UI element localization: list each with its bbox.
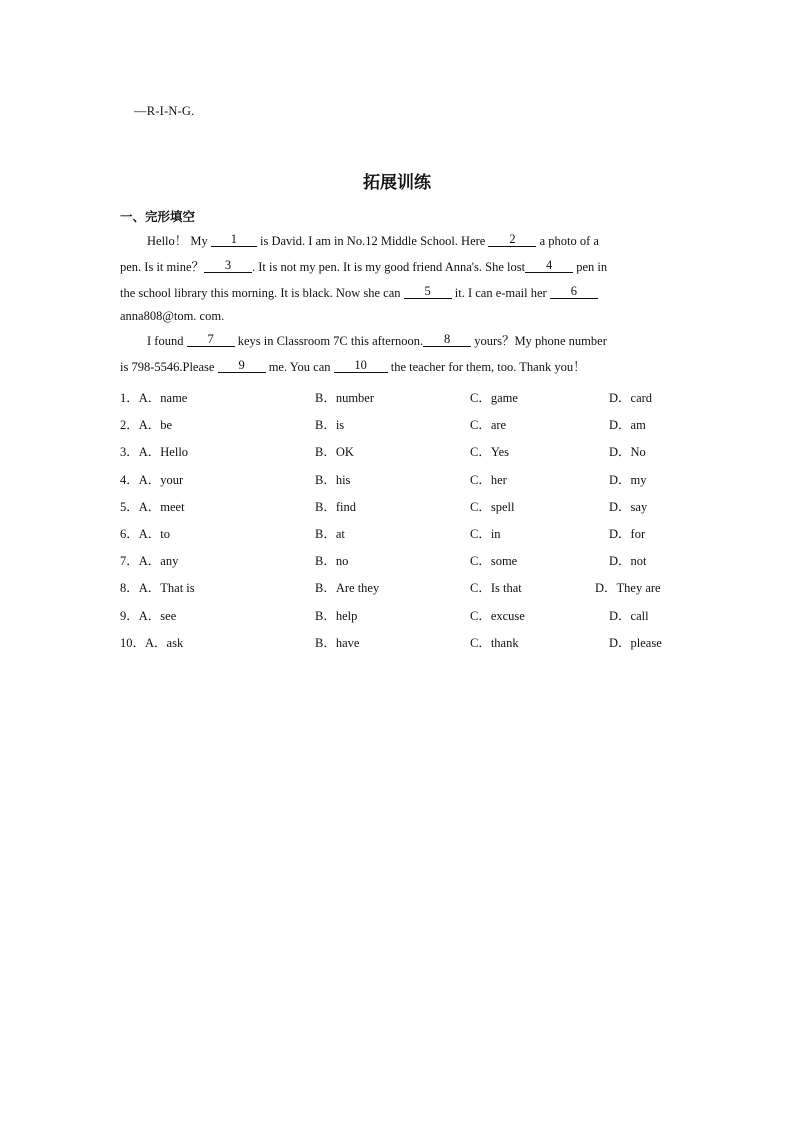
option-a: 5．A．meet — [120, 499, 185, 514]
option-b: B．at — [315, 526, 345, 541]
option-d: D．am — [609, 418, 646, 433]
option-d: D．please — [609, 635, 662, 650]
option-row — [120, 415, 680, 442]
option-b: B．his — [315, 472, 351, 487]
passage-line — [120, 328, 680, 354]
option-d: D．my — [609, 472, 647, 487]
passage-text: keys in Classroom 7C this afternoon. — [234, 334, 424, 348]
option-d: D．not — [609, 554, 647, 569]
blank-1: 1 — [211, 232, 257, 247]
blank-8: 8 — [423, 332, 471, 347]
option-c: C．her — [470, 472, 507, 487]
option-b: B．help — [315, 608, 358, 623]
option-c: C．Is that — [470, 581, 522, 596]
option-a: 3．A．Hello — [120, 445, 189, 460]
option-b: B．have — [315, 635, 360, 650]
blank-9: 9 — [218, 358, 266, 373]
option-c: C．game — [470, 391, 518, 405]
blank-10: 10 — [334, 358, 388, 373]
passage-text: pen. Is it mine？ — [120, 260, 205, 274]
passage-text: pen in — [573, 260, 608, 274]
blank-6: 6 — [550, 284, 598, 299]
blank-5: 5 — [404, 284, 452, 299]
answer-options — [120, 388, 680, 660]
passage-line — [120, 354, 680, 380]
blank-3: 3 — [204, 258, 252, 273]
passage-text: anna808@tom. com. — [120, 309, 225, 323]
option-b: B．Are they — [315, 581, 380, 596]
option-d: D．They are — [595, 581, 661, 596]
option-a: 6．A．to — [120, 526, 171, 541]
passage-text: yours？My phone number — [471, 334, 607, 348]
option-c: C．Yes — [470, 445, 510, 460]
option-row — [120, 524, 680, 551]
option-d: D．card — [609, 391, 653, 405]
option-row — [120, 551, 680, 578]
option-a: 2．A．be — [120, 418, 173, 433]
blank-2: 2 — [488, 232, 536, 247]
passage-line — [120, 280, 680, 306]
option-c: C．excuse — [470, 608, 525, 623]
option-a: 8．A．That is — [120, 581, 195, 596]
passage-text: I found — [147, 334, 187, 348]
passage-line — [120, 306, 680, 328]
passage-text: it. I can e-mail her — [451, 286, 550, 300]
option-b: B．is — [315, 418, 345, 433]
option-c: C．in — [470, 526, 501, 541]
option-a: 10．A．ask — [120, 635, 184, 650]
option-b: B．no — [315, 554, 349, 569]
blank-7: 7 — [187, 332, 235, 347]
option-row — [120, 578, 680, 605]
blank-4: 4 — [525, 258, 573, 273]
passage-text: Hello！ My — [147, 234, 211, 248]
option-a: 9．A．see — [120, 608, 177, 623]
cloze-passage — [120, 228, 680, 380]
option-d: D．for — [609, 526, 646, 541]
option-a: 1．A．name — [120, 391, 188, 405]
section-heading: 一、完形填空 — [120, 209, 196, 224]
option-c: C．some — [470, 554, 518, 569]
passage-text: the school library this morning. It is black. Now she can — [120, 286, 404, 300]
option-row — [120, 633, 680, 660]
option-row — [120, 606, 680, 633]
passage-line — [120, 228, 680, 254]
option-row — [120, 442, 680, 469]
option-a: 7．A．any — [120, 554, 179, 569]
passage-text: is David. I am in No.12 Middle School. Here — [256, 234, 489, 248]
option-b: B．find — [315, 499, 356, 514]
option-row — [120, 388, 680, 415]
option-c: C．are — [470, 418, 507, 433]
passage-text: me. You can — [265, 360, 334, 374]
previous-dialogue-line: —R-I-N-G. — [134, 104, 195, 118]
passage-text: the teacher for them, too. Thank you！ — [387, 360, 586, 374]
page-title: 拓展训练 — [363, 173, 431, 193]
option-b: B．OK — [315, 445, 354, 460]
option-d: D．call — [609, 608, 649, 623]
option-d: D．No — [609, 445, 646, 460]
option-b: B．number — [315, 391, 375, 405]
option-a: 4．A．your — [120, 472, 184, 487]
passage-text: a photo of a — [536, 234, 599, 248]
option-d: D．say — [609, 499, 648, 514]
passage-text: . It is not my pen. It is my good friend Anna's. She lost — [252, 260, 526, 274]
option-c: C．thank — [470, 635, 519, 650]
option-row — [120, 470, 680, 497]
passage-text: is 798-5546.Please — [120, 360, 218, 374]
option-row — [120, 497, 680, 524]
passage-line — [120, 254, 680, 280]
option-c: C．spell — [470, 499, 515, 514]
